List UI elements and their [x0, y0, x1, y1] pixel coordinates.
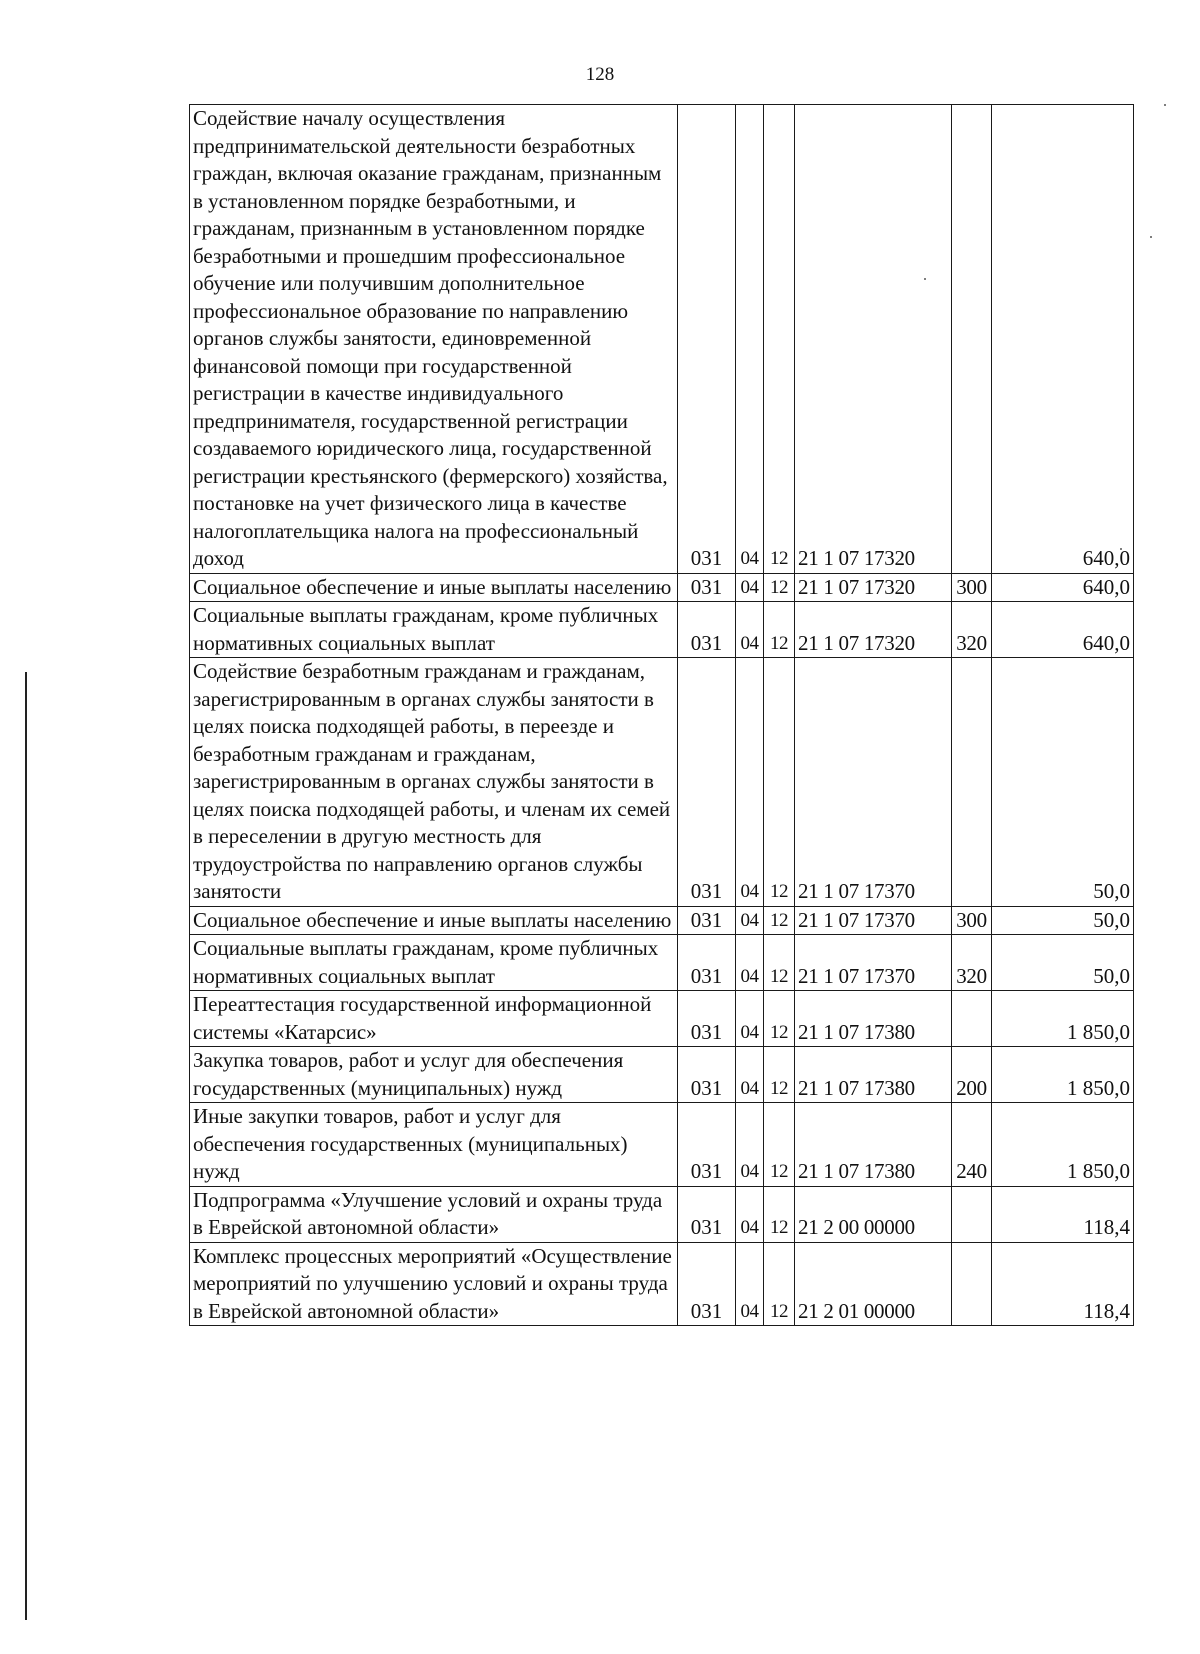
- row-name: Социальные выплаты гражданам, кроме публичных нормативных социальных выплат: [190, 602, 678, 658]
- subsection-code: 12: [764, 1103, 795, 1187]
- expense-type-code: [952, 105, 992, 574]
- expense-type-code: [952, 1186, 992, 1242]
- table-row: [190, 602, 1134, 658]
- subsection-code: 12: [764, 1047, 795, 1103]
- expense-type-code: [952, 658, 992, 907]
- target-article-code: 21 1 07 17320: [795, 573, 952, 602]
- subsection-code: 12: [764, 935, 795, 991]
- expense-type-code: 200: [952, 1047, 992, 1103]
- target-article-code: 21 1 07 17320: [795, 105, 952, 574]
- section-code: 04: [736, 1186, 764, 1242]
- expense-type-code: [952, 1242, 992, 1326]
- table-row: [190, 991, 1134, 1047]
- target-article-code: 21 1 07 17380: [795, 1103, 952, 1187]
- table-row: [190, 935, 1134, 991]
- amount: 1 850,0: [992, 1047, 1134, 1103]
- target-article-code: 21 1 07 17370: [795, 935, 952, 991]
- section-code: 04: [736, 602, 764, 658]
- amount: 50,0: [992, 935, 1134, 991]
- subsection-code: 12: [764, 991, 795, 1047]
- expense-type-code: 320: [952, 602, 992, 658]
- subsection-code: 12: [764, 658, 795, 907]
- expense-type-code: 300: [952, 906, 992, 935]
- subsection-code: 12: [764, 105, 795, 574]
- subsection-code: 12: [764, 906, 795, 935]
- amount: 118,4: [992, 1242, 1134, 1326]
- table-row: [190, 105, 1134, 574]
- budget-table: [189, 104, 1134, 1326]
- ved-code: 031: [678, 1242, 736, 1326]
- scan-speck: [1150, 236, 1152, 238]
- row-name: Иные закупки товаров, работ и услуг для обеспечения государственных (муниципальных) нужд: [190, 1103, 678, 1187]
- scan-speck: [1164, 104, 1166, 106]
- row-name: Социальные выплаты гражданам, кроме публичных нормативных социальных выплат: [190, 935, 678, 991]
- subsection-code: 12: [764, 1242, 795, 1326]
- ved-code: 031: [678, 105, 736, 574]
- expense-type-code: [952, 991, 992, 1047]
- ved-code: 031: [678, 991, 736, 1047]
- row-name: Переаттестация государственной информационной системы «Катарсис»: [190, 991, 678, 1047]
- table-row: [190, 1103, 1134, 1187]
- row-name: Социальное обеспечение и иные выплаты населению: [190, 906, 678, 935]
- row-name: Комплекс процессных мероприятий «Осуществление мероприятий по улучшению условий и охраны труда в Еврейской автономной области»: [190, 1242, 678, 1326]
- row-name: Содействие началу осуществления предпринимательской деятельности безработных граждан, включая оказание гражданам, признанным в установленном порядке безработными, и гражданам, признанным в установленном порядке безработными и прошедшим профессиональное обучение или получившим дополнительное профессиональное образование по направлению органов службы занятости, единовременной финансовой помощи при государственной регистрации в качестве индивидуального предпринимателя, государственной регистрации создаваемого юридического лица, государственной регистрации крестьянского (фермерского) хозяйства, постановке на учет физического лица в качестве налогоплательщика налога на профессиональный доход: [190, 105, 678, 574]
- section-code: 04: [736, 1047, 764, 1103]
- subsection-code: 12: [764, 602, 795, 658]
- row-name: Закупка товаров, работ и услуг для обеспечения государственных (муниципальных) нужд: [190, 1047, 678, 1103]
- table-row: [190, 573, 1134, 602]
- ved-code: 031: [678, 935, 736, 991]
- table-row: [190, 1186, 1134, 1242]
- subsection-code: 12: [764, 1186, 795, 1242]
- section-code: 04: [736, 906, 764, 935]
- amount: 640,0: [992, 105, 1134, 574]
- ved-code: 031: [678, 573, 736, 602]
- row-name: Социальное обеспечение и иные выплаты населению: [190, 573, 678, 602]
- table-row: [190, 1242, 1134, 1326]
- section-code: 04: [736, 105, 764, 574]
- amount: 640,0: [992, 602, 1134, 658]
- ved-code: 031: [678, 602, 736, 658]
- expense-type-code: 320: [952, 935, 992, 991]
- table-row: [190, 1047, 1134, 1103]
- ved-code: 031: [678, 906, 736, 935]
- target-article-code: 21 1 07 17380: [795, 991, 952, 1047]
- section-code: 04: [736, 573, 764, 602]
- table-row: [190, 658, 1134, 907]
- target-article-code: 21 1 07 17370: [795, 906, 952, 935]
- section-code: 04: [736, 935, 764, 991]
- amount: 1 850,0: [992, 1103, 1134, 1187]
- target-article-code: 21 2 00 00000: [795, 1186, 952, 1242]
- row-name: Содействие безработным гражданам и гражданам, зарегистрированным в органах службы занятости в целях поиска подходящей работы, в переезде и безработным гражданам и гражданам, зарегистрированным в органах службы занятости в целях поиска подходящей работы, и членам их семей в переселении в другую местность для трудоустройства по направлению органов службы занятости: [190, 658, 678, 907]
- table-row: [190, 906, 1134, 935]
- section-code: 04: [736, 991, 764, 1047]
- scan-margin-line: [25, 672, 27, 1620]
- ved-code: 031: [678, 1103, 736, 1187]
- section-code: 04: [736, 658, 764, 907]
- section-code: 04: [736, 1242, 764, 1326]
- ved-code: 031: [678, 1186, 736, 1242]
- target-article-code: 21 1 07 17380: [795, 1047, 952, 1103]
- target-article-code: 21 1 07 17370: [795, 658, 952, 907]
- amount: 1 850,0: [992, 991, 1134, 1047]
- section-code: 04: [736, 1103, 764, 1187]
- ved-code: 031: [678, 658, 736, 907]
- amount: 50,0: [992, 658, 1134, 907]
- subsection-code: 12: [764, 573, 795, 602]
- table-body: [190, 105, 1134, 1326]
- expense-type-code: 300: [952, 573, 992, 602]
- target-article-code: 21 2 01 00000: [795, 1242, 952, 1326]
- row-name: Подпрограмма «Улучшение условий и охраны труда в Еврейской автономной области»: [190, 1186, 678, 1242]
- page-number: 128: [585, 64, 615, 85]
- amount: 640,0: [992, 573, 1134, 602]
- expense-type-code: 240: [952, 1103, 992, 1187]
- amount: 50,0: [992, 906, 1134, 935]
- target-article-code: 21 1 07 17320: [795, 602, 952, 658]
- amount: 118,4: [992, 1186, 1134, 1242]
- ved-code: 031: [678, 1047, 736, 1103]
